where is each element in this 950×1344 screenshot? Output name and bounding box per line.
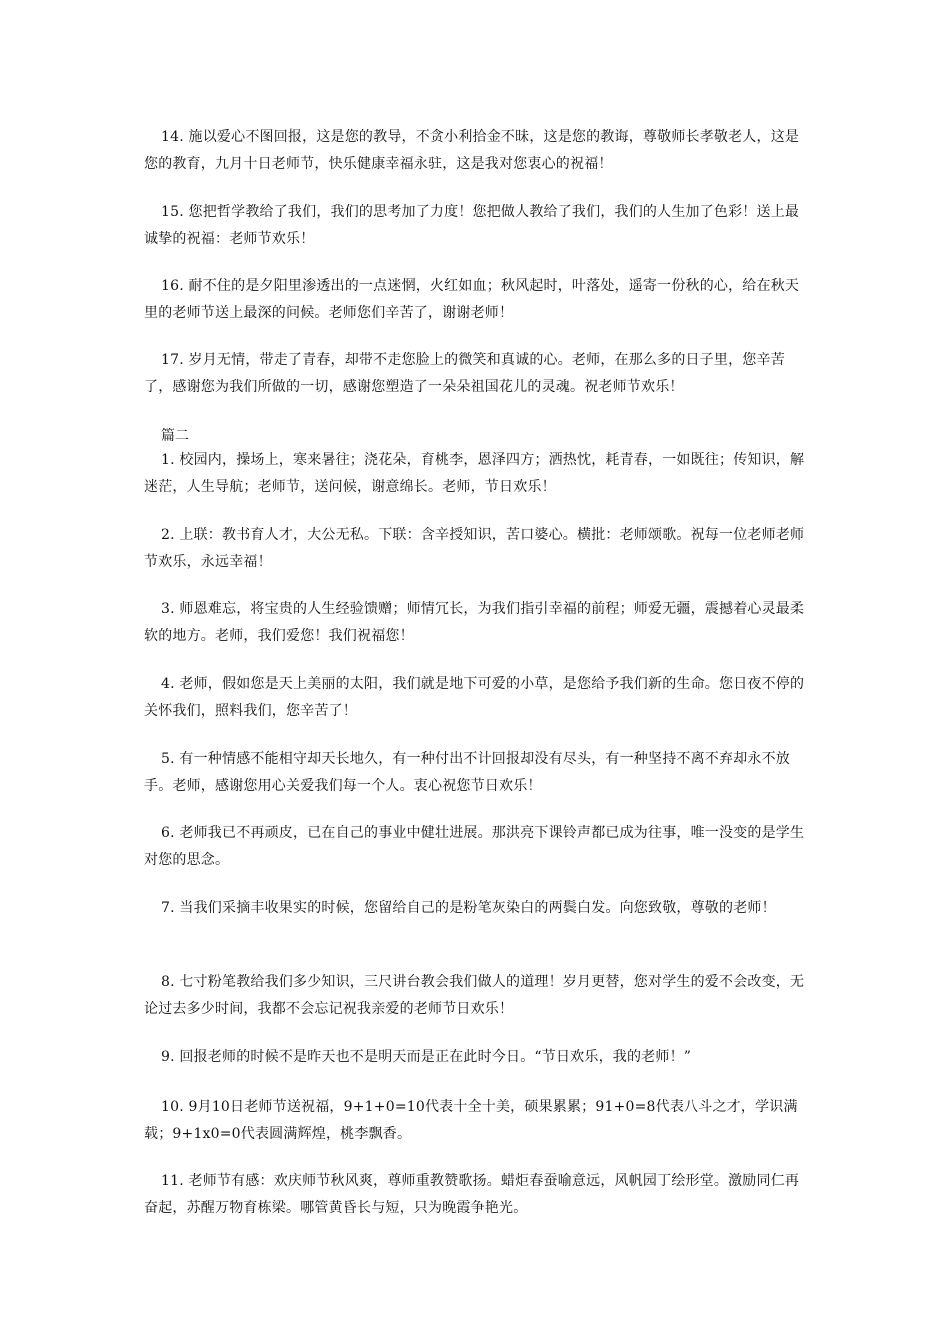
paragraph-14: 14. 施以爱心不图回报，这是您的教导，不贪小利拾金不昧，这是您的教诲，尊敬师长孝敬老人，这是您的教育，九月十日老师节，快乐健康幸福永驻，这是我对您衷心的祝福！ xyxy=(144,129,800,172)
paragraph-s2-8: 8. 七寸粉笔教给我们多少知识，三尺讲台教会我们做人的道理！岁月更替，您对学生的爱不会改变，无论过去多少时间，我都不会忘记祝我亲爱的老师节日欢乐！ xyxy=(144,974,805,1017)
paragraph-s2-10: 10. 9月10日老师节送祝福，9+1+0=10代表十全十美，硕果累累；91+0=8代表八斗之才，学识满载；9+1x0=0代表圆满辉煌，桃李飘香。 xyxy=(144,1099,798,1142)
paragraph-16: 16. 耐不住的是夕阳里渗透出的一点迷惘，火红如血；秋风起时，叶落处，遥寄一份秋的心，给在秋天里的老师节送上最深的问候。老师您们辛苦了，谢谢老师！ xyxy=(144,278,800,321)
paragraph-s2-2: 2. 上联：教书育人才，大公无私。下联：含辛授知识，苦口婆心。横批：老师颂歌。祝每一位老师老师节欢乐，永远幸福！ xyxy=(144,527,805,570)
paragraph-s2-3: 3. 师恩难忘，将宝贵的人生经验馈赠；师情冗长，为我们指引幸福的前程；师爱无疆，震撼着心灵最柔软的地方。老师，我们爱您！我们祝福您！ xyxy=(144,601,805,644)
paragraph-s2-5: 5. 有一种情感不能相守却天长地久，有一种付出不计回报却没有尽头，有一种坚持不离不弃却永不放手。老师，感谢您用心关爱我们每一个人。衷心祝您节日欢乐！ xyxy=(144,751,791,794)
paragraph-15: 15. 您把哲学教给了我们，我们的思考加了力度！您把做人教给了我们，我们的人生加了色彩！送上最诚挚的祝福：老师节欢乐！ xyxy=(144,204,800,247)
paragraph-s2-7: 7. 当我们采摘丰收果实的时候，您留给自己的是粉笔灰染白的两鬓白发。向您致敬，尊敬的老师！ xyxy=(161,900,776,916)
section-heading: 篇二 xyxy=(161,428,189,444)
paragraph-s2-6: 6. 老师我已不再顽皮，已在自己的事业中健壮进展。那洪亮下课铃声都已成为往事，唯一没变的是学生对您的思念。 xyxy=(144,825,805,868)
paragraph-s2-4: 4. 老师，假如您是天上美丽的太阳，我们就是地下可爱的小草，是您给予我们新的生命。您日夜不停的关怀我们，照料我们，您辛苦了！ xyxy=(144,676,805,719)
paragraph-17: 17. 岁月无情，带走了青春，却带不走您脸上的微笑和真诚的心。老师，在那么多的日子里，您辛苦了，感谢您为我们所做的一切，感谢您塑造了一朵朵祖国花儿的灵魂。祝老师节欢乐！ xyxy=(144,352,785,395)
paragraph-s2-9: 9. 回报老师的时候不是昨天也不是明天而是正在此时今日。“节日欢乐，我的老师！” xyxy=(161,1049,692,1065)
paragraph-s2-1: 1. 校园内，操场上，寒来暑往；浇花朵，育桃李，恩泽四方；洒热忱，耗青春，一如既往；传知识，解迷茫，人生导航；老师节，送问候，谢意绵长。老师，节日欢乐！ xyxy=(144,452,805,495)
paragraph-s2-11: 11. 老师节有感：欢庆师节秋风爽，尊师重教赞歌扬。蜡炬春蚕喻意远，风帆园丁绘形堂。激励同仁再奋起，苏醒万物育栋梁。哪管黄昏长与短，只为晚霞争艳光。 xyxy=(144,1173,800,1216)
